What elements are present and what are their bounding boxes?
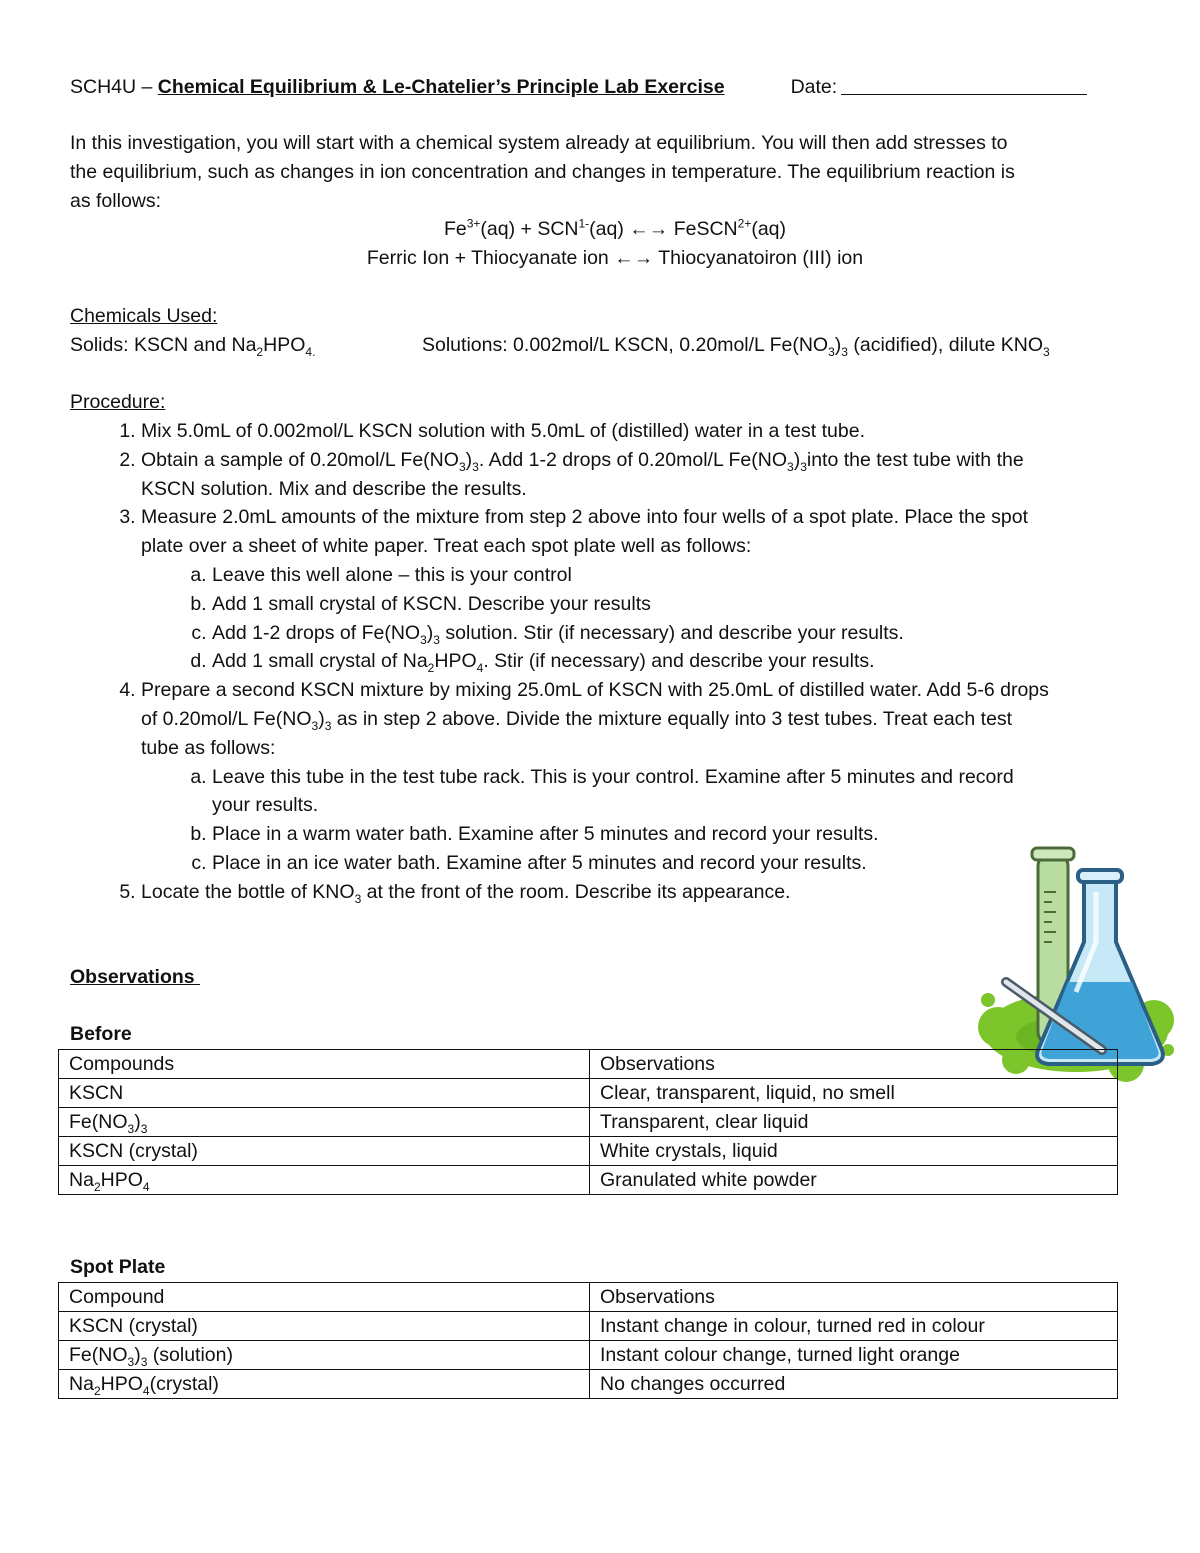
date-blank-line[interactable] xyxy=(841,74,1087,95)
equilibrium-arrow-icon: ←→ xyxy=(629,218,669,241)
intro-line-3: as follows: xyxy=(70,189,162,212)
table-cell: KSCN (crystal) xyxy=(59,1137,590,1166)
date-field[interactable] xyxy=(791,72,1088,102)
procedure-heading: Procedure: xyxy=(70,391,166,414)
table-cell: Granulated white powder xyxy=(590,1166,1118,1195)
table-cell: KSCN xyxy=(59,1079,590,1108)
solutions-text: Solutions: 0.002mol/L KSCN, 0.20mol/L $Fe(NO_3)_3$ (acidified), dilute $KNO_3$ xyxy=(422,333,1050,359)
procedure-step-1: 1. Mix 5.0mL of 0.002mol/L KSCN solution with 5.0mL of (distilled) water in a test tube. xyxy=(141,417,1130,446)
table-row xyxy=(59,1166,1118,1195)
table-header-cell: Compound xyxy=(59,1282,590,1311)
table-cell: Clear, transparent, liquid, no smell xyxy=(590,1079,1118,1108)
table-row xyxy=(59,1137,1118,1166)
title-row xyxy=(70,72,1130,102)
equilibrium-arrow-icon-2: ←→ xyxy=(614,247,654,270)
spot-plate-heading: Spot Plate xyxy=(70,1256,166,1279)
procedure-step-4b: b. Place in a warm water bath. Examine after 5 minutes and record your results. xyxy=(212,820,1130,849)
procedure-step-2: 2. Obtain a sample of 0.20mol/L $Fe(NO_3)_3$. Add 1-2 drops of 0.20mol/L $Fe(NO_3)_3into$ the test tube with the KSCN solution. Mix and describe the results. xyxy=(141,446,1130,504)
table-cell: No changes occurred xyxy=(590,1369,1118,1398)
procedure-step-3a: a. Leave this well alone – this is your control xyxy=(212,561,1130,590)
before-table xyxy=(58,1049,1118,1195)
table-header-cell: Observations xyxy=(590,1050,1118,1079)
date-label: Date: xyxy=(790,76,838,98)
table-row xyxy=(59,1311,1118,1340)
equation-formula: $Fe^{3+}(aq) + SCN^{1-}(aq)$ ←→ FeSCN$^{2+}$(aq) xyxy=(443,216,787,241)
document-title: Chemical Equilibrium & Le-Chatelier’s Principle Lab Exercise xyxy=(157,76,725,98)
table-header-row xyxy=(59,1282,1118,1311)
chemicals-line xyxy=(70,331,1130,360)
procedure-step-4: 4. Prepare a second KSCN mixture by mixing 25.0mL of KSCN with 25.0mL of distilled water. Add 5-6 drops of 0.20mol/L $Fe(NO_3)_3$ as in step 2 above. Divide the mixture equally into 3 test tubes. Treat each test tube as follows: a. Leave this tube in the test tube rack. This is your control. Examine after 5 minutes and record your results. b. Place in a warm water bath. Examine after 5 minutes and record your results. c. Place in an ice water bath. Examine after 5 minutes and record your results. xyxy=(141,676,1130,878)
observations-heading: Observations xyxy=(70,965,201,988)
chemicals-heading: Chemicals Used: xyxy=(70,304,218,327)
procedure-step-4a: a. Leave this tube in the test tube rack. This is your control. Examine after 5 minutes and record your results. xyxy=(212,763,1130,821)
table-header-cell: Compounds xyxy=(59,1050,590,1079)
table-row xyxy=(59,1369,1118,1398)
table-cell: $Na_2HPO_4$ xyxy=(59,1166,590,1195)
title-dash: – xyxy=(136,76,158,98)
procedure-list xyxy=(70,417,1130,907)
course-code: SCH4U xyxy=(70,76,137,98)
table-row xyxy=(59,1340,1118,1369)
solids-text: Solids: KSCN and $Na_2HPO_{4.}$ xyxy=(70,333,316,359)
procedure-step-3: 3. Measure 2.0mL amounts of the mixture from step 2 above into four wells of a spot plate. Place the spot plate over a sheet of white paper. Treat each spot plate well as follows: a. Leave this well alone – this is your control b. Add 1 small crystal of KSCN. Describe your results c. Add 1-2 drops of $Fe(NO_3)_3$ solution. Stir (if necessary) and describe your results. d. Add 1 small crystal of $Na_2HPO_4$. Stir (if necessary) and describe your results. xyxy=(141,503,1130,676)
table-row xyxy=(59,1079,1118,1108)
table-cell: Instant colour change, turned light orange xyxy=(590,1340,1118,1369)
procedure-step-3b: b. Add 1 small crystal of KSCN. Describe your results xyxy=(212,590,1130,619)
table-header-row xyxy=(59,1050,1118,1079)
table-header-cell: Observations xyxy=(590,1282,1118,1311)
table-cell: Instant change in colour, turned red in colour xyxy=(590,1311,1118,1340)
procedure-step-3d: d. Add 1 small crystal of $Na_2HPO_4$. Stir (if necessary) and describe your results. xyxy=(212,647,1130,676)
before-heading: Before xyxy=(70,1023,132,1046)
document-page xyxy=(70,72,1130,1399)
table-cell: White crystals, liquid xyxy=(590,1137,1118,1166)
table-cell: $Fe(NO_3)_3$ xyxy=(59,1108,590,1137)
intro-line-2: the equilibrium, such as changes in ion concentration and changes in temperature. The equilibrium reaction is xyxy=(70,160,1015,183)
procedure-step-3-sublist xyxy=(141,561,1130,676)
table-cell: $Fe(NO_3)_3$ (solution) xyxy=(59,1340,590,1369)
procedure-step-3c: c. Add 1-2 drops of $Fe(NO_3)_3$ solution. Stir (if necessary) and describe your results. xyxy=(212,619,1130,648)
intro-line-1: In this investigation, you will start with a chemical system already at equilibrium. You will then add stresses to xyxy=(70,132,1008,154)
equation-words: Ferric Ion + Thiocyanate ion ←→ Thiocyanatoiron (III) ion xyxy=(366,247,864,270)
table-cell: $Na_2HPO_4(crystal)$ xyxy=(59,1369,590,1398)
spot-plate-table xyxy=(58,1282,1118,1399)
table-cell: KSCN (crystal) xyxy=(59,1311,590,1340)
procedure-step-4c: c. Place in an ice water bath. Examine after 5 minutes and record your results. xyxy=(212,849,1130,878)
procedure-step-5: 5. Locate the bottle of $KNO_3$ at the front of the room. Describe its appearance. xyxy=(141,878,1130,907)
table-cell: Transparent, clear liquid xyxy=(590,1108,1118,1137)
table-row xyxy=(59,1108,1118,1137)
